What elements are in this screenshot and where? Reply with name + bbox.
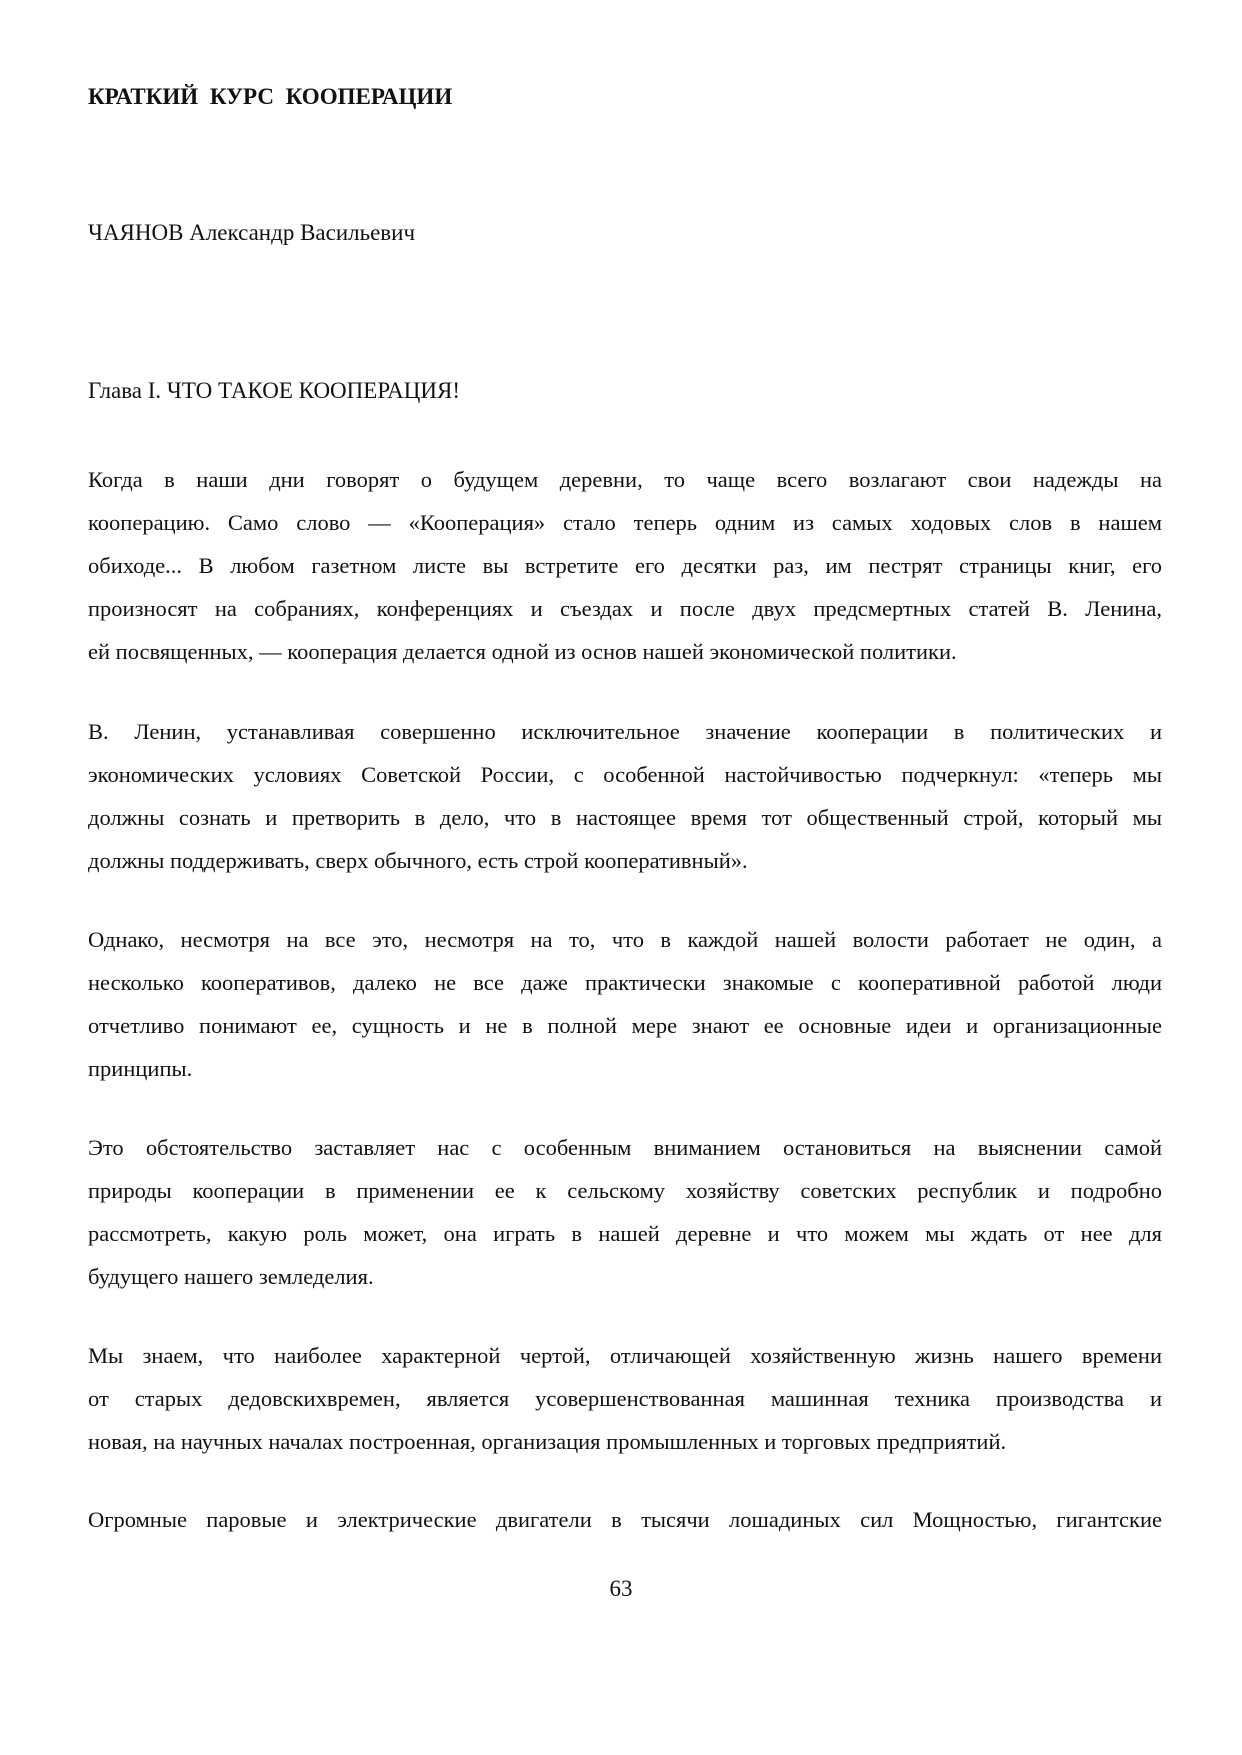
paragraph (88, 1498, 1162, 1541)
paragraph-line: отчетливо понимают ее, сущность и не в полной мере знают ее основные идеи и организационные (88, 1013, 1162, 1038)
paragraph-line: Мы знаем, что наиболее характерной чертой, отличающей хозяйственную жизнь нашего времени (88, 1343, 1162, 1368)
paragraph-line: природы кооперации в применении ее к сельскому хозяйству советских республик и подробно (88, 1178, 1162, 1203)
paragraph (88, 918, 1162, 1090)
paragraph-line: Это обстоятельство заставляет нас с особенным вниманием остановиться на выяснении самой (88, 1135, 1162, 1160)
paragraph (88, 710, 1162, 882)
paragraph-line: несколько кооперативов, далеко не все даже практически знакомые с кооперативной работой люди (88, 970, 1162, 995)
paragraph-line: должны сознать и претворить в дело, что в настоящее время тот общественный строй, который мы (88, 805, 1162, 830)
paragraph-line: должны поддерживать, сверх обычного, есть строй кооперативный». (88, 848, 748, 873)
paragraph-line: В. Ленин, устанавливая совершенно исключительное значение кооперации в политических и (88, 719, 1162, 744)
paragraph (88, 458, 1162, 673)
paragraph-line: произносят на собраниях, конференциях и съездах и после двух предсмертных статей В. Ленина, (88, 596, 1162, 621)
author-name: ЧАЯНОВ Александр Васильевич (88, 220, 416, 245)
paragraph (88, 1334, 1162, 1463)
paragraph-line: экономических условиях Советской России, с особенной настойчивостью подчеркнул: «теперь мы (88, 762, 1162, 787)
paragraph-line: Однако, несмотря на все это, несмотря на то, что в каждой нашей волости работает не один, а (88, 927, 1162, 952)
paragraph (88, 1126, 1162, 1298)
paragraph-line: кооперацию. Само слово — «Кооперация» стало теперь одним из самых ходовых слов в нашем (88, 510, 1162, 535)
paragraph-line: Огромные паровые и электрические двигатели в тысячи лошадиных сил Мощностью, гигантские (88, 1507, 1162, 1532)
paragraph-line: рассмотреть, какую роль может, она играть в нашей деревне и что можем мы ждать от нее для (88, 1221, 1162, 1246)
paragraph-line: новая, на научных началах построенная, организация промышленных и торговых предприятий. (88, 1429, 1007, 1454)
paragraph-line: обиходе... В любом газетном листе вы встретите его десятки раз, им пестрят страницы книг, его (88, 553, 1162, 578)
paragraph-line: Когда в наши дни говорят о будущем деревни, то чаще всего возлагают свои надежды на (88, 467, 1162, 492)
document-title: КРАТКИЙ КУРС КООПЕРАЦИИ (88, 84, 453, 109)
paragraph-line: ей посвященных, — кооперация делается одной из основ нашей экономической политики. (88, 639, 957, 664)
paragraph-line: принципы. (88, 1056, 193, 1081)
paragraph-line: будущего нашего земледелия. (88, 1264, 374, 1289)
paragraph-line: от старых дедовскихвремен, является усовершенствованная машинная техника производства и (88, 1386, 1162, 1411)
chapter-heading: Глава I. ЧТО ТАКОЕ КООПЕРАЦИЯ! (88, 378, 460, 403)
page-number: 63 (609, 1576, 633, 1601)
